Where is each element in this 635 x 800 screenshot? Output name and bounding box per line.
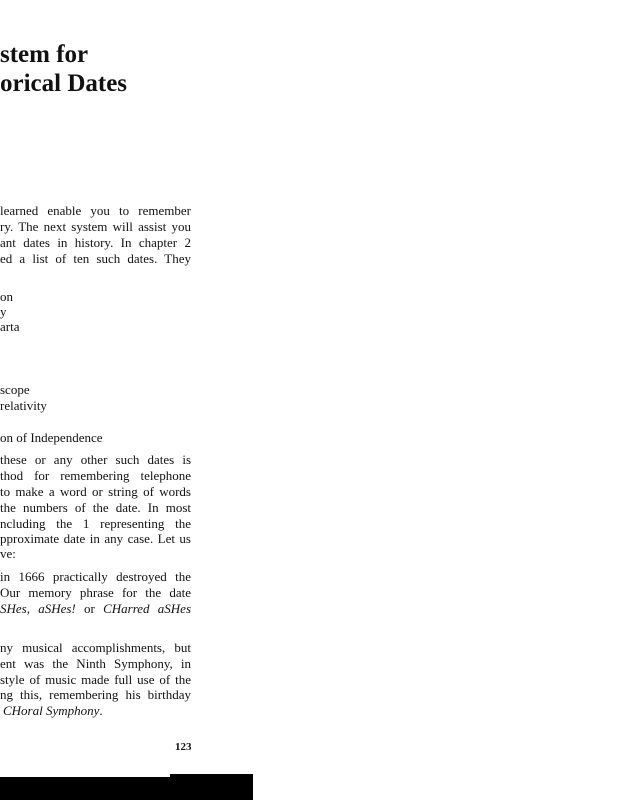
sentence-end: . <box>99 703 103 718</box>
paragraph1-line: ry. The next system will assist you <box>0 219 191 234</box>
paragraph1-line: learned enable you to remember <box>0 203 191 218</box>
paragraph3-line: Our memory phrase for the date <box>0 585 191 600</box>
memory-phrase-a: SHes, aSHes! <box>0 601 76 616</box>
paragraph1-line: ant dates in history. In chapter 2 <box>0 235 191 250</box>
list-item: y <box>0 304 7 319</box>
paragraph2-line: these or any other such dates is <box>0 452 191 467</box>
list-item: scope <box>0 382 30 397</box>
heading-line-2: orical Dates <box>0 70 128 97</box>
paragraph2-line: pproximate date in any case. Let us <box>0 531 191 546</box>
paragraph3-line: in 1666 practically destroyed the <box>0 569 191 584</box>
page-number: 123 <box>175 741 192 753</box>
paragraph4-line: ent was the Ninth Symphony, in <box>0 656 191 671</box>
list-item: on of Independence <box>0 430 103 445</box>
paragraph4-line: style of music made full use of the <box>0 672 191 687</box>
list-item: on <box>0 289 13 304</box>
list-item: relativity <box>0 398 47 413</box>
paragraph2-line: ve: <box>0 546 16 561</box>
paragraph1-line: ed a list of ten such dates. They <box>0 251 191 266</box>
chapter-heading <box>0 40 127 98</box>
scan-border-bar <box>0 777 253 800</box>
paragraph2-line: to make a word or string of words <box>0 484 191 499</box>
memory-phrase-choral: CHoral Symphony <box>3 703 100 718</box>
paragraph4-line <box>3 703 194 718</box>
paragraph3-line <box>0 601 191 616</box>
heading-line-1: stem for <box>0 41 89 68</box>
paragraph2-line: the numbers of the date. In most <box>0 500 191 515</box>
memory-phrase-b: CHarred aSHes <box>103 601 191 616</box>
connector-text: or <box>75 601 104 616</box>
list-item: arta <box>0 319 20 334</box>
paragraph2-line: ncluding the 1 representing the <box>0 516 191 531</box>
paragraph4-line: ng this, remembering his birthday <box>0 687 191 702</box>
paragraph2-line: thod for remembering telephone <box>0 468 191 483</box>
paragraph4-line: ny musical accomplishments, but <box>0 640 191 655</box>
